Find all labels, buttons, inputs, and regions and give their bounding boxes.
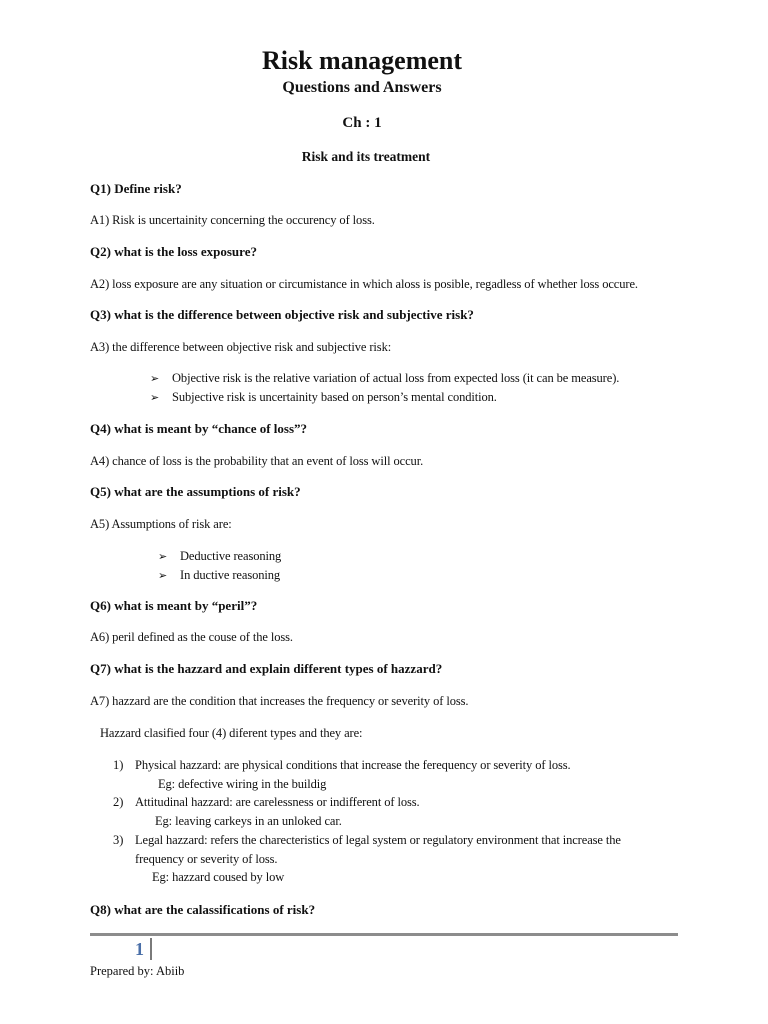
list-item-example: Eg: hazzard coused by low (152, 870, 285, 884)
question-1: Q1) Define risk? (90, 181, 182, 196)
list-item (150, 388, 497, 407)
bullet-text: In ductive reasoning (180, 568, 281, 582)
list-item (158, 547, 281, 566)
bullet-text: Deductive reasoning (180, 549, 282, 563)
bullet-text: Subjective risk is uncertainity based on person’s mental condition. (172, 390, 497, 404)
answer-7-intro: Hazzard clasified four (4) diferent types and they are: (100, 726, 363, 740)
arrow-bullet-icon: ➢ (150, 372, 160, 385)
question-2: Q2) what is the loss exposure? (90, 244, 257, 259)
document-subtitle: Questions and Answers (282, 79, 442, 96)
section-heading: Risk and its treatment (301, 149, 431, 164)
arrow-bullet-icon: ➢ (158, 569, 168, 582)
list-number: 3) (113, 833, 124, 847)
question-3: Q3) what is the difference between objective risk and subjective risk? (90, 307, 474, 322)
answer-7: A7) hazzard are the condition that increases the frequency or severity of loss. (90, 694, 469, 708)
prepared-by: Prepared by: Abiib (90, 964, 185, 978)
question-5: Q5) what are the assumptions of risk? (90, 484, 301, 499)
answer-2: A2) loss exposure are any situation or circumistance in which aloss is posible, regadless of whether loss occure. (90, 277, 638, 291)
question-8: Q8) what are the calassifications of risk? (90, 902, 316, 917)
page-number-divider (150, 938, 152, 960)
arrow-bullet-icon: ➢ (150, 391, 160, 404)
answer-6: A6) peril defined as the couse of the loss. (90, 630, 293, 644)
list-item: Physical hazzard: are physical conditions that increase the ferequency or severity of loss. (135, 758, 571, 772)
list-item-example: Eg: leaving carkeys in an unloked car. (155, 814, 342, 828)
list-item: Legal hazzard: refers the charecteristics of legal system or regulatory environment that increase the (135, 833, 621, 847)
question-6: Q6) what is meant by “peril”? (90, 598, 258, 613)
chapter-heading: Ch : 1 (342, 115, 382, 131)
list-number: 1) (113, 758, 124, 772)
answer-5: A5) Assumptions of risk are: (90, 517, 232, 531)
answer-4: A4) chance of loss is the probability that an event of loss will occur. (90, 454, 424, 468)
answer-3: A3) the difference between objective risk and subjective risk: (90, 340, 392, 354)
question-7: Q7) what is the hazzard and explain different types of hazzard? (90, 661, 443, 676)
list-number: 2) (113, 795, 124, 809)
list-item (158, 566, 280, 585)
list-item (150, 369, 619, 388)
list-item: Attitudinal hazzard: are carelessness or indifferent of loss. (135, 795, 420, 809)
document-title: Risk management (261, 46, 463, 75)
list-item-continuation: frequency or severity of loss. (135, 852, 278, 866)
list-item-example: Eg: defective wiring in the buildig (158, 777, 327, 791)
footer-rule (90, 933, 678, 936)
question-4: Q4) what is meant by “chance of loss”? (90, 421, 308, 436)
page-number: 1 (135, 939, 144, 959)
bullet-text: Objective risk is the relative variation of actual loss from expected loss (it can be measure). (172, 371, 620, 385)
arrow-bullet-icon: ➢ (158, 550, 168, 563)
answer-1: A1) Risk is uncertainity concerning the occurency of loss. (90, 213, 375, 227)
